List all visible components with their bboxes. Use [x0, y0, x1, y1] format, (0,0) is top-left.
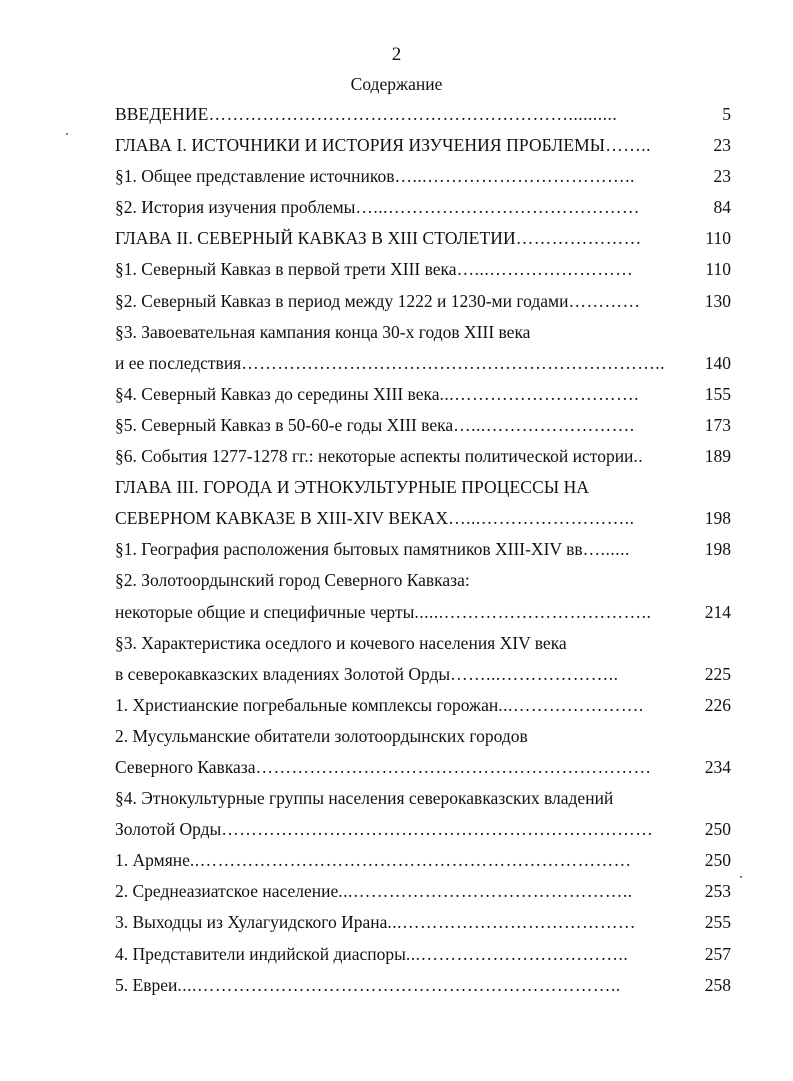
toc-entry — [115, 503, 731, 534]
toc-entry-leader: …...……………………. — [453, 414, 635, 435]
toc-entry-title: 1. Армяне — [115, 850, 190, 871]
toc-entry-title: ГЛАВА III. ГОРОДА И ЭТНОКУЛЬТУРНЫЕ ПРОЦЕССЫ НА — [115, 477, 590, 498]
toc-entry — [115, 907, 731, 938]
scan-speck — [66, 133, 68, 135]
toc-entry-page: 140 — [704, 352, 731, 373]
toc-entry — [115, 286, 731, 317]
toc-entry-title: 2. Мусульманские обитатели золотоордынских городов — [115, 725, 528, 746]
toc-entry-page: 110 — [705, 259, 731, 280]
toc-entry-page: 23 — [713, 166, 731, 187]
toc-entry-leader: ..……………………………………………………………… — [189, 850, 632, 871]
toc-entry-title: 5. Евреи — [115, 974, 178, 995]
toc-entry-page: 234 — [704, 756, 731, 777]
toc-entry-page: 255 — [704, 912, 731, 933]
toc-entry-title: ГЛАВА I. ИСТОЧНИКИ И ИСТОРИЯ ИЗУЧЕНИЯ ПРОБЛЕМЫ — [115, 135, 606, 156]
toc-entry-page: 84 — [713, 197, 731, 218]
toc-entry — [115, 317, 731, 348]
toc-entry-leader: ...…………………………. — [439, 383, 639, 404]
toc-entry-title: §1. География расположения бытовых памятников XIII-XIV вв — [115, 539, 583, 560]
toc-entry-page: 110 — [705, 228, 731, 249]
toc-entry — [115, 130, 731, 161]
toc-entry-title: §2. Золотоордынский город Северного Кавказа: — [115, 570, 470, 591]
toc-entry-title: 2. Среднеазиатское население — [115, 881, 339, 902]
toc-entry-title: ВВЕДЕНИЕ — [115, 104, 209, 124]
toc-entry — [115, 970, 731, 1001]
toc-entry — [115, 410, 731, 441]
toc-entry — [115, 597, 731, 628]
toc-entry-leader: …...…………………….. — [448, 508, 635, 529]
toc-entry — [115, 814, 731, 845]
toc-entry-title: 4. Представители индийской диаспоры — [115, 943, 406, 964]
toc-entry-page: 23 — [713, 135, 731, 156]
toc-entry-page: 5 — [722, 104, 731, 124]
toc-entry — [115, 783, 731, 814]
toc-entry-leader: …….. — [605, 135, 651, 156]
toc-entry-page: 250 — [704, 819, 731, 840]
toc-entry-leader: ...……………………………………….. — [338, 881, 633, 902]
page-number: 2 — [391, 44, 402, 65]
toc-entry — [115, 939, 731, 970]
toc-entry-leader: ...…………………………….. — [405, 943, 629, 964]
toc-entry-page: 198 — [704, 539, 731, 560]
toc-entry-page: 253 — [704, 881, 731, 902]
toc-entry-leader: …...…………………………….. — [394, 166, 635, 187]
toc-entry-title: 3. Выходцы из Хулагуидского Ирана — [115, 912, 388, 933]
toc-entry-title: §2. Северный Кавказ в период между 1222 и 1230-ми годами — [115, 290, 569, 311]
toc-entry-leader: …...…………………………………… — [355, 197, 641, 218]
toc-entry-page: 198 — [704, 508, 731, 529]
toc-entry — [115, 254, 731, 285]
toc-title: Содержание — [350, 74, 443, 94]
toc-entry — [115, 565, 731, 596]
toc-entry-title: §2. История изучения проблемы — [115, 197, 356, 218]
toc-entry — [115, 99, 731, 130]
toc-entry-title: §5. Северный Кавказ в 50-60-е годы XIII века — [115, 414, 454, 435]
toc-entry-title: некоторые общие и специфичные черты — [115, 601, 415, 622]
toc-entry — [115, 845, 731, 876]
toc-entry-leader: ………… — [568, 290, 641, 311]
toc-entry-title: Золотой Орды — [115, 819, 222, 840]
toc-entry — [115, 721, 731, 752]
toc-entry — [115, 348, 731, 379]
toc-entry-page: 257 — [704, 943, 731, 964]
toc-entry-leader: ....…………………………………………………………….. — [177, 974, 621, 995]
toc-entry-page: 225 — [704, 663, 731, 684]
toc-entry-title: ГЛАВА II. СЕВЕРНЫЙ КАВКАЗ В XIII СТОЛЕТИИ — [115, 228, 516, 249]
toc-entry-title: и ее последствия — [115, 352, 242, 373]
toc-entry-leader: …...... — [582, 539, 630, 560]
toc-entry — [115, 192, 731, 223]
toc-entry-leader: …………………………………………………….......... — [208, 104, 618, 124]
toc-entry-page: 258 — [704, 974, 731, 995]
toc-entry — [115, 876, 731, 907]
toc-entry — [115, 752, 731, 783]
toc-entry — [115, 223, 731, 254]
toc-entry-leader: ……...……………….. — [450, 663, 619, 684]
toc-entry-leader: ...…………………. — [498, 694, 644, 715]
toc-entry — [115, 472, 731, 503]
toc-entry-title: §1. Северный Кавказ в первой трети XIII века — [115, 259, 457, 280]
toc-entry-title: §4. Этнокультурные группы населения северокавказских владений — [115, 788, 614, 809]
toc-entry-title: в северокавказских владениях Золотой Орды — [115, 663, 451, 684]
toc-entry-leader: …...…………………… — [456, 259, 634, 280]
toc-entry-title: §3. Завоевательная кампания конца 30-х годов XIII века — [115, 321, 531, 342]
toc-entry-page: 226 — [704, 694, 731, 715]
toc-entry-leader: …………………………………………………………….. — [241, 352, 665, 373]
toc-entry-leader: ...………………………………… — [387, 912, 637, 933]
toc-entry-title: §3. Характеристика оседлого и кочевого населения XIV века — [115, 632, 567, 653]
toc-entry — [115, 161, 731, 192]
toc-entry-leader: ………………… — [515, 228, 642, 249]
toc-entry-leader: ......…………………………….. — [414, 601, 652, 622]
toc-entry-title: СЕВЕРНОМ КАВКАЗЕ В XIII-XIV ВЕКАХ — [115, 508, 449, 529]
toc-entry-leader: ………………………………………………………… — [255, 756, 652, 777]
toc-entry-page: 173 — [704, 414, 731, 435]
toc-entry-leader: ……………………………………………………………… — [221, 819, 654, 840]
toc-entry-title: §6. События 1277-1278 гг.: некоторые аспекты политической истории — [115, 446, 634, 467]
toc-entry-title: §1. Общее представление источников — [115, 166, 395, 187]
toc-entry-page: 250 — [704, 850, 731, 871]
toc-entry — [115, 690, 731, 721]
table-of-contents — [115, 99, 731, 1001]
toc-entry-title: 1. Христианские погребальные комплексы горожан — [115, 694, 499, 715]
toc-entry — [115, 534, 731, 565]
toc-entry — [115, 379, 731, 410]
toc-entry — [115, 628, 731, 659]
scan-speck — [740, 876, 742, 878]
toc-entry-title: Северного Кавказа — [115, 756, 256, 777]
toc-entry-title: §4. Северный Кавказ до середины XIII века — [115, 383, 440, 404]
toc-entry-page: 155 — [704, 383, 731, 404]
toc-entry — [115, 441, 731, 472]
toc-entry-leader: .. — [633, 446, 644, 467]
toc-entry-page: 214 — [704, 601, 731, 622]
toc-entry-page: 189 — [704, 446, 731, 467]
toc-entry — [115, 659, 731, 690]
toc-entry-page: 130 — [704, 290, 731, 311]
